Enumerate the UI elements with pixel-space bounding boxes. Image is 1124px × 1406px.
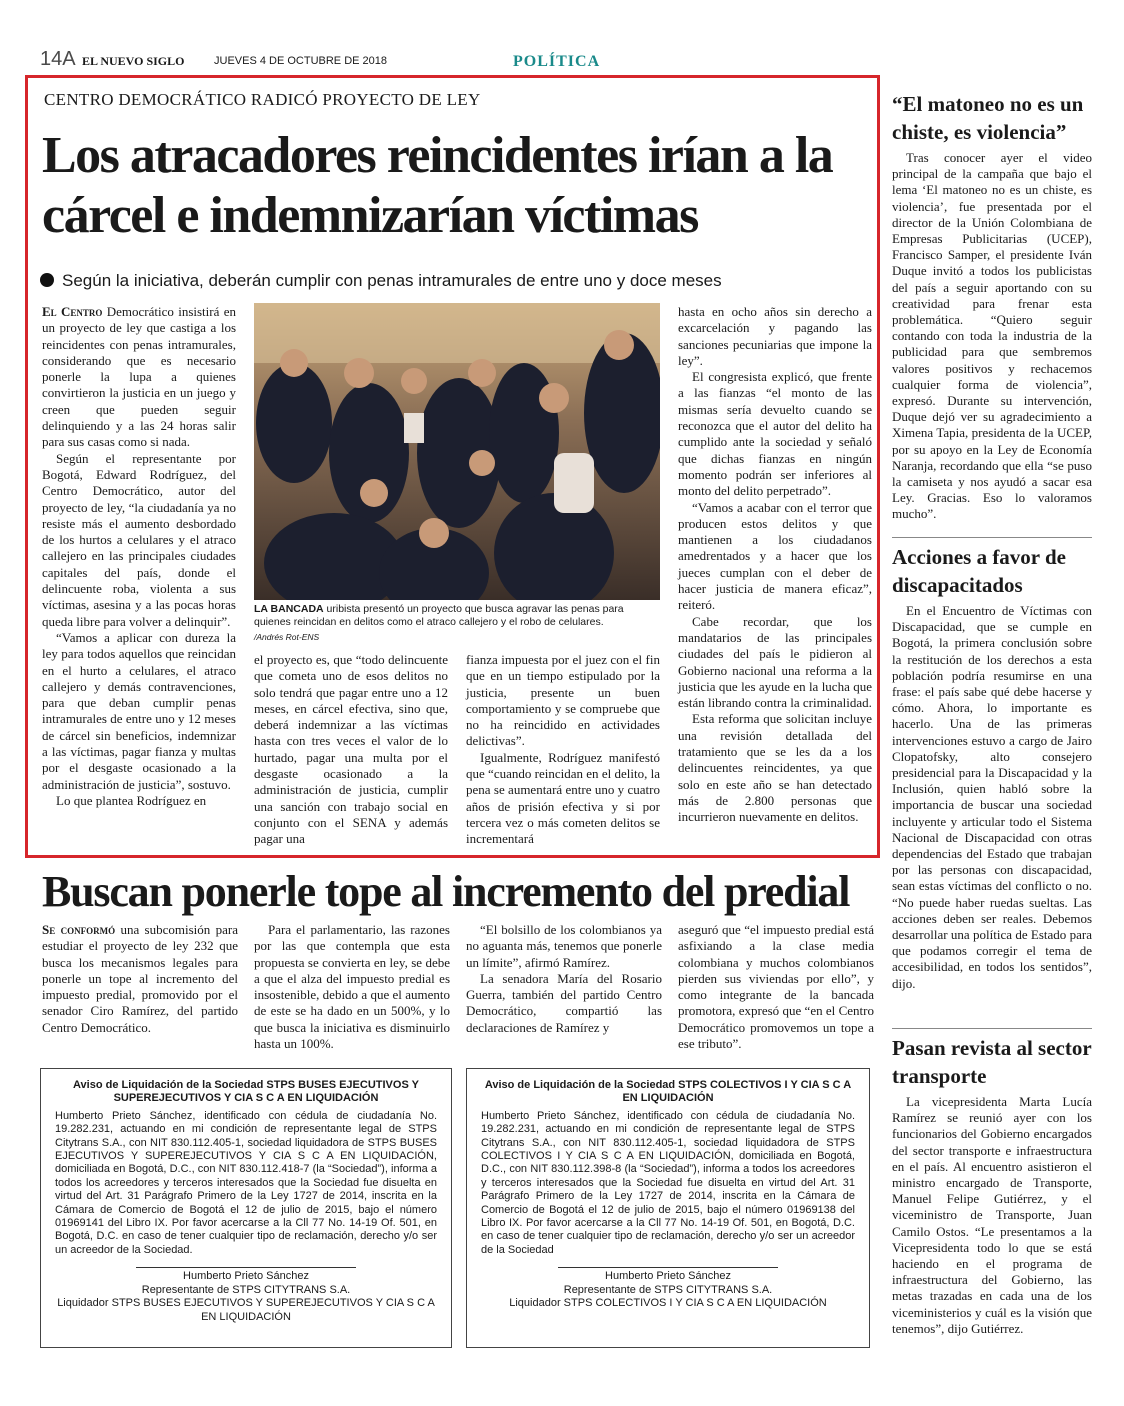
paragraph: hasta en ocho años sin derecho a excarcelación y pagando las sanciones pecuniarias que impone la ley”. — [678, 304, 872, 368]
signer-company: Liquidador STPS COLECTIVOS I Y CIA S C A EN LIQUIDACIÓN — [509, 1297, 827, 1310]
article-subhead — [40, 271, 870, 291]
notice-body: Humberto Prieto Sánchez, identificado con cédula de ciudadanía No. 19.282.231, actuando en mi condición de representante legal de STPS Citytrans S.A., con NIT 830.112.405-1, sociedad liquidadora de STPS COLECTIVOS I Y CIA S C A EN LIQUIDACIÓN, domiciliada en Bogotá, D.C., con NIT 830.112.398-8 (la “Sociedad”), informa a todos los acreedores y terceros interesados que la Sociedad fue disuelta en virtud del Art. 31 Parágrafo Primero de la Ley 1727 de 2014, inscrita en la Cámara de Comercio de Bogotá el 12 de julio de 2015, bajo el número 01969138 del Libro IX. Por favor acercarse a la Cll 77 No. 14-19 Of. 501, en Bogotá, D.C. en caso de tener cualquier tipo de reclamación, derecho y/o ser un acreedor de la Sociedad — [481, 1109, 855, 1256]
paragraph: “El bolsillo de los colombianos ya no aguanta más, tenemos que ponerle un límite”, afirmó Ramírez. — [466, 922, 662, 970]
signer-role: Representante de STPS CITYTRANS S.A. — [141, 1283, 351, 1296]
signature-line — [558, 1267, 778, 1268]
paragraph: el proyecto es, que “todo delincuente que cometa uno de esos delitos no solo tendrá que pagar entre uno a 12 meses, en cárcel efectiva, sino que, deberá indemnizar a las víctimas hasta con tres veces el valor de lo hurtado, pagar una multa por el desgaste ocasionado a la administración de justicia, cumplir una sanción con trabajo social en conjunto con el SENA y además pagar una — [254, 652, 448, 847]
paragraph: “Vamos a aplicar con dureza la ley para todos aquellos que reincidan en el hurto a celulares, el atraco callejero y demás contravenciones, para que deban cumplir penas intramurales de entre uno y 12 meses de cárcel sin beneficios, indemnizar a las víctimas, pagar fianza y multas por el desgaste ocasionado a la administración de justicia”, sostuvo. — [42, 629, 236, 792]
sidebar-text-1: Tras conocer ayer el video principal de la campaña que bajo el lema ‘El matoneo no es un chiste, es violencia’, fue presentada por el director de la Unión Colombiana de Empresas Publicitarias (UCEP), Francisco Samper, el presidente Iván Duque invitó a todos los publicistas del país a seguir aportando con su creatividad para frenar esta problemática. “Quiero seguir contando con toda la industria de la publicidad para que sembremos valores positivos y rechacemos cualquier forma de violencia”, expresó. Durante su intervención, Duque dejó ver su agradecimiento a Ximena Tapia, presidenta de la UCEP, por su apoyo en la Ley de Economía Naranja, recordando que ella “se puso la camiseta y nos ayudó a sacar esa Ley. Gracias. Eso lo valoramos mucho”. — [892, 150, 1092, 522]
lead-in: El Centro — [42, 304, 103, 319]
paragraph: Igualmente, Rodríguez manifestó que “cuando reincidan en el delito, la pena se aumentará entre uno y cuatro años de prisión efectiva y si por tercera vez o más cometen delitos se incrementará — [466, 749, 660, 847]
signature-line — [136, 1267, 356, 1268]
paragraph: Esta reforma que solicitan incluye una revisión detallada del tratamiento que se les da a los delincuentes reincidentes, ya que solo en este año se han detectado más de 2.800 personas que incurrieron nuevamente en delitos. — [678, 711, 872, 825]
paragraph: “Vamos a acabar con el terror que producen estos delitos y que mantienen a los ciudadanos amedrentados y a hacer que los jueces cumplan con el deber de hacer justicia de manera eficaz”, reiteró. — [678, 499, 872, 613]
sidebar-title-2: Acciones a favor de discapacitados — [892, 545, 1066, 597]
article-column-4 — [678, 304, 872, 826]
notice-signature — [481, 1267, 855, 1310]
paragraph: Cabe recordar, que los mandatarios de las principales ciudades del país le pidieron al Gobierno nacional una reforma a la justicia que les ayude en la lucha que están librando contra la criminalidad. — [678, 613, 872, 711]
newspaper-name: EL NUEVO SIGLO — [82, 54, 185, 68]
paragraph: una subcomisión para estudiar el proyecto de ley 232 que busca los mecanismos legales para ponerle un tope al incremento del impuesto predial, promovido por el senador Ciro Ramírez, del partido Centro Democrático. — [42, 922, 238, 1035]
paragraph: Según el representante por Bogotá, Edward Rodríguez, del Centro Democrático, autor del proyecto de ley, “la ciudadanía ya no resiste más el aumento desbordado de los hurtos a celulares y el atraco callejero en las principales ciudades capitales del país, donde el delincuente roba, violenta a sus víctimas, asesina y a las pocas horas queda libre para volver a delinquir”. — [42, 450, 236, 629]
issue-date: JUEVES 4 DE OCTUBRE DE 2018 — [214, 55, 388, 67]
page-number: 14A — [40, 48, 76, 70]
second-headline: Buscan ponerle tope al incremento del predial — [42, 867, 850, 916]
caption-text: uribista presentó un proyecto que busca agravar las penas para quienes reincidan en delitos como el atraco callejero y el robo de celulares. — [254, 603, 624, 628]
article-column-1 — [42, 304, 236, 809]
paragraph: La senadora María del Rosario Guerra, también del partido Centro Democrático, compartió las declaraciones de Ramírez y — [466, 970, 662, 1035]
paragraph: fianza impuesta por el juez con el fin que en un tiempo estipulado por la justicia, presente un buen comportamiento y se compruebe que no ha reincidido en actividades delictivas”. — [466, 652, 660, 749]
photo-caption — [254, 603, 660, 629]
signer-name: Humberto Prieto Sánchez — [605, 1270, 731, 1283]
article-kicker: CENTRO DEMOCRÁTICO RADICÓ PROYECTO DE LEY — [44, 90, 481, 109]
legal-notice-2 — [466, 1068, 870, 1348]
signer-role: Representante de STPS CITYTRANS S.A. — [563, 1283, 773, 1296]
second-column-4 — [678, 922, 874, 1052]
article-headline: Los atracadores reincidentes irían a la cárcel e indemnizarían víctimas — [42, 127, 833, 244]
sidebar-title-3: Pasan revista al sector transporte — [892, 1036, 1092, 1088]
paragraph: Democrático insistirá en un proyecto de ley que castiga a los reincidentes con penas intramurales, considerando que es necesario ponerle la lupa a quienes convirtieron la justicia en un juego y creen que pueden seguir delinquiendo y a las 24 horas salir para sus casas como si nada. — [42, 304, 236, 450]
masthead — [40, 48, 880, 76]
lead-in: Se conformó — [42, 922, 116, 937]
notice-title: Aviso de Liquidación de la Sociedad STPS BUSES EJECUTIVOS Y SUPEREJECUTIVOS Y CIA S C A EN LIQUIDACIÓN — [73, 1079, 419, 1105]
sidebar-text-3: La vicepresidenta Marta Lucía Ramírez se reunió ayer con los funcionarios del Gobierno encargados del sector transporte e infraestructura en el país. Al encuentro asistieron el ministro encargado de Transporte, Manuel Felipe Gutiérrez, y el viceministro de Transporte, Juan Camilo Ostos. “Le presentamos a la Vicepresidenta todo lo que se está haciendo en el programa de infraestructura del Gobierno, las metas trazadas en cada una de los viceministerios y cuál es la visión que tenemos”, dijo Gutiérrez. — [892, 1094, 1092, 1336]
second-column-2 — [254, 922, 450, 1052]
paragraph: Para el parlamentario, las razones por las que contempla que esta propuesta se convierta en ley, se debe a que el alza del impuesto predial es insostenible, debido a que el aumento de este se ha dado en un 500%, y lo que busca la iniciativa es disminuirlo hasta un 100%. — [254, 922, 450, 1052]
paragraph: Lo que plantea Rodríguez en — [56, 792, 207, 808]
article-column-3 — [466, 652, 660, 848]
sidebar-text-2: En el Encuentro de Víctimas con Discapacidad, que se cumple en Bogotá, la primera conclusión sobre la restitución de los derechos a esta población podría resumirse en una frase: el país sabe qué debe hacerse y cómo. Ahora, lo importante es hacerlo. Una de las primeras intervenciones estuvo a cargo de Jairo Clopatofsky, alto consejero presidencial para la Discapacidad y la Inclusión, quien habló sobre la importancia de buscar una sociedad incluyente y articular todo el Sistema Nacional de Discapacidad con otras dependencias del Estado que trabajan por las personas con discapacidad, sean estas víctimas del conflicto o no. “No puede haber ruedas sueltas. Las acciones deben ser reales. Debemos desarrollar una política de Estado para que podamos corregir el tema de accesibilidad, en todos los sentidos”, dijo. — [892, 603, 1092, 991]
news-photo — [254, 303, 660, 600]
divider — [892, 537, 1092, 538]
photo-credit: /Andrés Rot-ENS — [254, 632, 320, 642]
signer-company: Liquidador STPS BUSES EJECUTIVOS Y SUPEREJECUTIVOS Y CIA S C A EN LIQUIDACIÓN — [57, 1297, 435, 1323]
legal-notice-1 — [40, 1068, 452, 1348]
second-column-3 — [466, 922, 662, 1036]
second-column-1 — [42, 922, 238, 1036]
paragraph: El congresista explicó, que frente a las fianzas “el monto de las mismas sería devuelto cuando se reconozca que el autor del delito ha cumplido ante la sociedad y señaló que dichas fianzas en ningún momento podrán ser inferiores al monto del delito perpetrado”. — [678, 369, 872, 499]
signer-name: Humberto Prieto Sánchez — [183, 1270, 309, 1283]
divider — [892, 1028, 1092, 1029]
notice-title: Aviso de Liquidación de la Sociedad STPS COLECTIVOS I Y CIA S C A EN LIQUIDACIÓN — [484, 1079, 852, 1105]
bullet-icon — [40, 273, 54, 287]
notice-signature — [55, 1267, 437, 1324]
caption-lead: LA BANCADA — [254, 603, 324, 615]
subhead-text: Según la iniciativa, deberán cumplir con penas intramurales de entre uno y doce meses — [62, 271, 722, 290]
section-label: POLÍTICA — [513, 53, 601, 70]
notice-body: Humberto Prieto Sánchez, identificado con cédula de ciudadanía No. 19.282.231, actuando en mi condición de representante legal de STPS Citytrans S.A., con NIT 830.112.405-1, sociedad liquidadora de STPS BUSES EJECUTIVOS Y SUPEREJECUTIVOS Y CIA S C A EN LIQUIDACIÓN, domiciliada en Bogotá, D.C., con NIT 830.112.418-7 (la “Sociedad”), informa a todos los acreedores y terceros interesados que la Sociedad fue disuelta en virtud del Art. 31 Parágrafo Primero de la Ley 1727 de 2014, inscrita en la Cámara de Comercio de Bogotá el 12 de julio de 2015, bajo el número 01969141 del Libro IX. Por favor acercarse a la Cll 77 No. 14-19 Of. 501, en Bogotá, D.C. en caso de tener cualquier tipo de reclamación, derecho y/o ser un acreedor de la Sociedad. — [55, 1109, 437, 1256]
article-column-2 — [254, 652, 448, 848]
sidebar-title-1: “El matoneo no es un chiste, es violencia” — [892, 92, 1084, 144]
paragraph: aseguró que “el impuesto predial está asfixiando a la clase media colombiana y muchos colombianos pierden sus viviendas por ello”, y como integrante de la bancada promotora, expresó que “en el Centro Democrático promovemos un tope a ese tributo”. — [678, 922, 874, 1052]
